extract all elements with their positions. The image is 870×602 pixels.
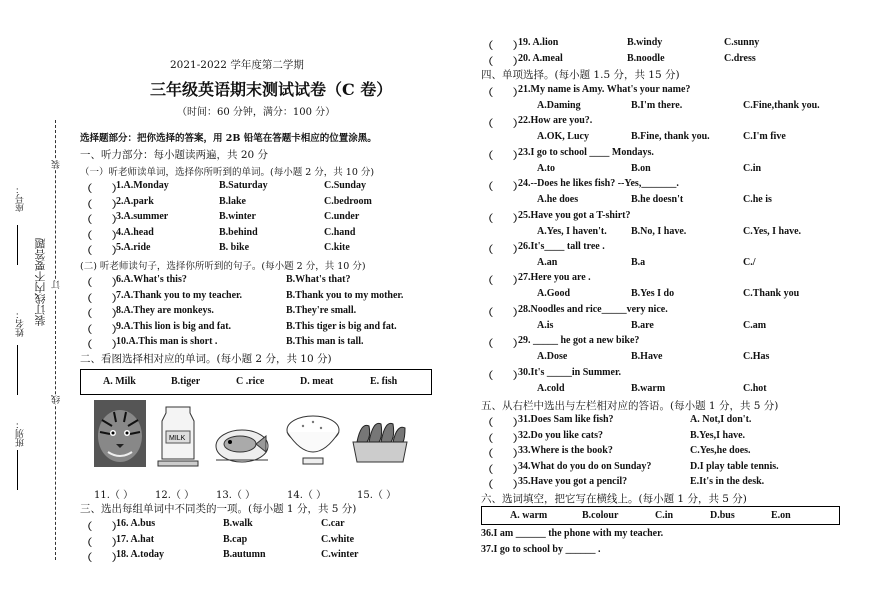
binding-notice: 装订线内不要答题: [34, 238, 47, 326]
option-b: B.on: [631, 162, 651, 174]
answer-paren[interactable]: （ ）: [82, 309, 122, 321]
answer-paren[interactable]: （ ）: [82, 278, 122, 289]
fill-word: C.in: [655, 510, 674, 521]
option-a: 1.A.Monday: [116, 180, 169, 191]
fish-image: [214, 418, 270, 468]
pic-answer-11[interactable]: 11.（ ）: [94, 490, 134, 501]
svg-text:MILK: MILK: [169, 435, 186, 442]
match-answer: D.I play table tennis.: [690, 460, 779, 472]
meat-image: [349, 412, 411, 470]
option-a: 16. A.bus: [116, 518, 156, 529]
option-c: C.he is: [743, 194, 772, 206]
question-stem: 24.--Does he likes fish? --Yes,_______.: [518, 178, 679, 190]
answer-paren[interactable]: （ ）: [82, 246, 122, 258]
option-b: B.behind: [219, 226, 258, 238]
option-b: B.This man is tall.: [286, 336, 364, 348]
word-box: [80, 369, 432, 395]
word-option: C .rice: [236, 376, 265, 387]
option-b: B.Thank you to my mother.: [286, 289, 404, 301]
option-a: 8.A.They are monkeys.: [116, 305, 214, 317]
answer-paren[interactable]: （ ）: [483, 276, 523, 288]
answer-paren[interactable]: （ ）: [483, 370, 523, 382]
pic-answer-12[interactable]: 12.（ ）: [155, 490, 195, 501]
fill-word: E.on: [771, 510, 791, 521]
option-a: A.OK, Lucy: [537, 131, 589, 143]
answer-paren[interactable]: （ ）: [82, 230, 122, 242]
option-b: B. bike: [219, 242, 250, 254]
option-c: C.hand: [324, 226, 356, 238]
option-b: B.What's that?: [286, 274, 351, 285]
answer-paren[interactable]: （ ）: [483, 480, 523, 492]
option-c: C.Yes, I have.: [743, 225, 802, 237]
pic-answer-14[interactable]: 14.（ ）: [287, 490, 327, 501]
answer-paren[interactable]: （ ）: [82, 537, 122, 549]
answer-paren[interactable]: （ ）: [82, 324, 122, 336]
question-stem: 22.How are you?.: [518, 115, 593, 127]
rice-image: [285, 410, 341, 470]
binding-mark-xian: 线: [52, 395, 62, 404]
answer-paren[interactable]: （ ）: [483, 307, 523, 319]
fill-word: D.bus: [710, 510, 735, 521]
section-2-title: 二、看图选择相对应的单词。(每小题 2 分，共 10 分): [80, 353, 332, 365]
option-c: C.Sunday: [324, 180, 366, 191]
answer-paren[interactable]: （ ）: [483, 418, 523, 429]
option-a: A.cold: [537, 382, 565, 394]
option-a: 6.A.What's this?: [116, 274, 187, 285]
option-c: C.I'm five: [743, 131, 786, 143]
option-c: C./: [743, 257, 756, 268]
instruction: 选择题部分：把你选择的答案，用 2B 铅笔在答题卡相应的位置涂黑。: [80, 133, 377, 144]
binding-dashed-line: [55, 120, 56, 560]
section-6-title: 六、选词填空，把它写在横线上。(每小题 1 分，共 5 分): [481, 493, 747, 505]
option-b: B.Have: [631, 351, 663, 363]
exam-title: 三年级英语期末测试试卷（C 卷）: [150, 80, 393, 99]
answer-paren[interactable]: （ ）: [483, 339, 523, 351]
option-a: A.Dose: [537, 351, 568, 363]
option-a: 19. A.lion: [518, 37, 559, 48]
section-1a-title: （一）听老师读单词，选择你所听到的单词。(每小题 2 分，共 10 分): [80, 167, 375, 178]
answer-paren[interactable]: （ ）: [483, 449, 523, 461]
option-a: A.he does: [537, 194, 579, 206]
option-c: C.Thank you: [743, 288, 800, 300]
question-stem: 26.It's____ tall tree .: [518, 241, 605, 252]
pic-answer-13[interactable]: 13.（ ）: [216, 490, 256, 501]
option-a: A.Good: [537, 288, 571, 300]
answer-paren[interactable]: （ ）: [483, 245, 523, 256]
question-stem: 23.I go to school ____ Mondays.: [518, 146, 654, 158]
option-b: B.winter: [219, 211, 256, 223]
match-answer: A. Not,I don't.: [690, 414, 752, 425]
answer-paren[interactable]: （ ）: [483, 41, 523, 52]
question-stem: 29. _____ he got a new bike?: [518, 335, 640, 347]
option-c: C.car: [321, 518, 345, 529]
binding-mark-zhuang: 装: [52, 160, 62, 169]
fill-word: A. warm: [510, 510, 548, 521]
answer-paren[interactable]: （ ）: [483, 88, 523, 99]
milk-image: [156, 403, 200, 467]
name-line: [17, 345, 18, 395]
option-a: 18. A.today: [116, 549, 165, 561]
option-a: A.Daming: [537, 100, 581, 111]
option-b: B.walk: [223, 518, 253, 529]
answer-paren[interactable]: （ ）: [82, 340, 122, 352]
option-a: 2.A.park: [116, 195, 154, 207]
option-c: C.winter: [321, 549, 359, 561]
option-c: C.in: [743, 162, 762, 174]
section-5-title: 五、从右栏中选出与左栏相对应的答语。(每小题 1 分，共 5 分): [481, 400, 779, 412]
exam-meta: （时间：60 分钟，满分：100 分）: [177, 107, 336, 118]
option-b: B.This tiger is big and fat.: [286, 320, 397, 332]
answer-paren[interactable]: （ ）: [483, 150, 523, 162]
match-question: 31.Does Sam like fish?: [518, 414, 614, 425]
option-c: C.under: [324, 211, 360, 223]
option-c: C.white: [321, 533, 355, 545]
option-b: B.autumn: [223, 549, 266, 561]
answer-paren[interactable]: （ ）: [82, 553, 122, 565]
question-36: 36.I am ______ the phone with my teacher.: [481, 528, 664, 539]
match-answer: B.Yes,I have.: [690, 429, 746, 441]
option-b: B.I'm there.: [631, 100, 683, 111]
question-stem: 28.Noodles and rice_____very nice.: [518, 303, 668, 315]
option-b: B.cap: [223, 533, 248, 545]
answer-paren[interactable]: （ ）: [82, 522, 122, 533]
word-option: E. fish: [370, 376, 398, 387]
option-a: A.to: [537, 162, 556, 174]
word-option: A. Milk: [103, 376, 136, 387]
option-b: B.noodle: [627, 52, 665, 64]
option-a: 3.A.summer: [116, 211, 169, 223]
pic-answer-15[interactable]: 15.（ ）: [357, 490, 397, 501]
question-stem: 25.Have you got a T-shirt?: [518, 209, 631, 221]
option-a: 10.A.This man is short .: [116, 336, 218, 348]
section-1b-title: (二) 听老师读句子，选择你所听到的句子。(每小题 2 分，共 10 分): [80, 261, 366, 272]
option-a: 7.A.Thank you to my teacher.: [116, 289, 243, 301]
section-4-title: 四、单项选择。(每小题 1.5 分，共 15 分): [481, 69, 680, 81]
match-question: 35.Have you got a pencil?: [518, 476, 628, 488]
option-a: 4.A.head: [116, 226, 154, 238]
answer-paren[interactable]: （ ）: [82, 199, 122, 211]
answer-paren[interactable]: （ ）: [82, 184, 122, 195]
option-c: C.Has: [743, 351, 770, 363]
answer-paren[interactable]: （ ）: [483, 119, 523, 131]
option-c: C.kite: [324, 242, 350, 254]
word-option: D. meat: [300, 376, 334, 387]
option-b: B.Yes I do: [631, 288, 675, 300]
option-a: A.an: [537, 257, 558, 268]
class-label: 班别：: [16, 420, 26, 447]
answer-paren[interactable]: （ ）: [483, 464, 523, 476]
option-b: B.he doesn't: [631, 194, 684, 206]
class-line: [17, 450, 18, 490]
option-b: B.No, I have.: [631, 225, 687, 237]
match-question: 32.Do you like cats?: [518, 429, 603, 441]
option-b: B.windy: [627, 37, 663, 48]
exam-year: 2021-2022 学年度第二学期: [170, 59, 304, 71]
question-stem: 21.My name is Amy. What's your name?: [518, 84, 691, 95]
option-b: B.They're small.: [286, 305, 357, 317]
question-37: 37.I go to school by ______ .: [481, 544, 601, 555]
answer-paren[interactable]: （ ）: [483, 213, 523, 225]
option-a: A.is: [537, 319, 554, 331]
answer-paren[interactable]: （ ）: [82, 293, 122, 305]
question-stem: 30.It's _____in Summer.: [518, 366, 621, 378]
option-c: C.hot: [743, 382, 767, 394]
question-stem: 27.Here you are .: [518, 272, 591, 284]
option-b: B.lake: [219, 195, 246, 207]
option-a: 20. A.meal: [518, 52, 563, 64]
option-a: A.Yes, I haven't.: [537, 225, 607, 237]
option-b: B.a: [631, 257, 646, 268]
fill-word: B.colour: [582, 510, 619, 521]
answer-paren[interactable]: （ ）: [483, 433, 523, 445]
section-1-title: 一、听力部分：每小题读两遍，共 20 分: [80, 149, 269, 161]
answer-paren[interactable]: （ ）: [483, 56, 523, 68]
seat-label: 座号：: [16, 185, 26, 212]
option-b: B.are: [631, 319, 654, 331]
seat-line: [17, 225, 18, 265]
option-a: 9.A.This lion is big and fat.: [116, 320, 232, 332]
option-c: C.sunny: [724, 37, 760, 48]
option-a: 17. A.hat: [116, 533, 155, 545]
option-c: C.dress: [724, 52, 756, 64]
option-c: C.Fine,thank you.: [743, 100, 820, 111]
match-question: 33.Where is the book?: [518, 445, 613, 457]
option-c: C.am: [743, 319, 767, 331]
section-3-title: 三、选出每组单词中不同类的一项。(每小题 1 分，共 5 分): [80, 503, 357, 515]
word-option: B.tiger: [171, 376, 201, 387]
option-b: B.Saturday: [219, 180, 268, 191]
option-b: B.warm: [631, 382, 666, 394]
option-b: B.Fine, thank you.: [631, 131, 710, 143]
name-label: 姓名：: [16, 310, 26, 337]
option-c: C.bedroom: [324, 195, 372, 207]
tiger-image: [94, 400, 146, 467]
binding-mark-ding: 订: [52, 280, 62, 289]
fill-word-box: [481, 506, 840, 525]
answer-paren[interactable]: （ ）: [483, 182, 523, 194]
match-question: 34.What do you do on Sunday?: [518, 460, 652, 472]
option-a: 5.A.ride: [116, 242, 151, 254]
answer-paren[interactable]: （ ）: [82, 215, 122, 227]
match-answer: E.It's in the desk.: [690, 476, 765, 488]
match-answer: C.Yes,he does.: [690, 445, 751, 457]
